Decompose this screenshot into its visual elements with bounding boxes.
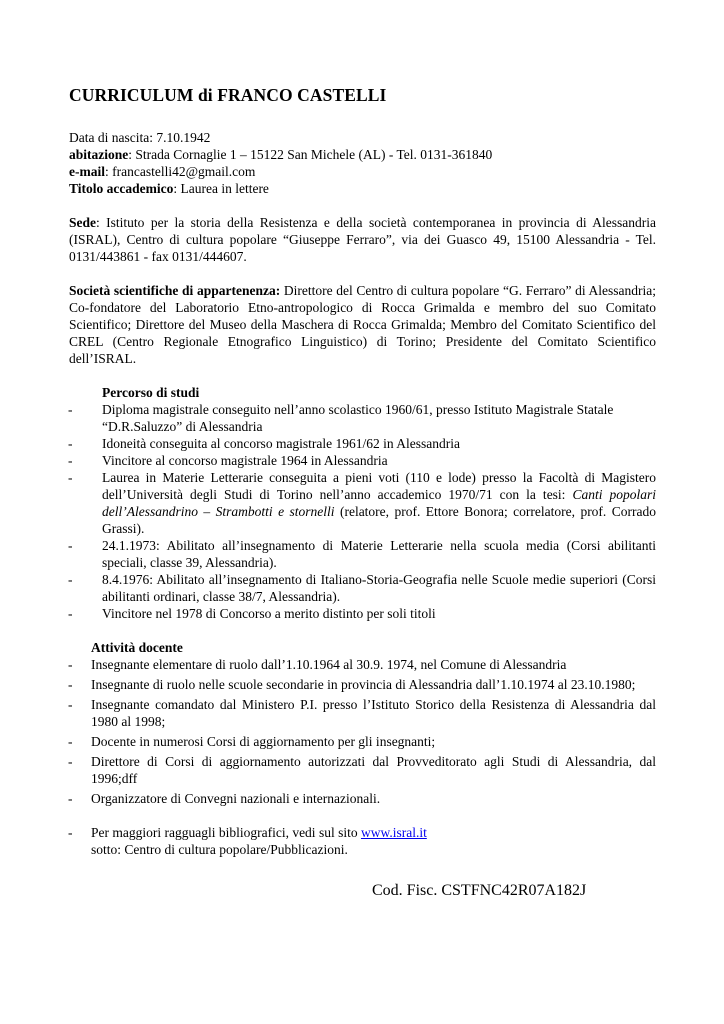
email-label: e-mail — [69, 164, 105, 179]
dash-marker: - — [68, 402, 73, 417]
list-item — [68, 753, 656, 787]
list-item-text: Vincitore nel 1978 di Concorso a merito distinto per soli titoli — [102, 606, 436, 621]
list-item — [68, 696, 656, 730]
list-item — [68, 452, 656, 469]
list-item-text: Vincitore al concorso magistrale 1964 in Alessandria — [102, 453, 388, 468]
document-title: CURRICULUM di FRANCO CASTELLI — [69, 85, 387, 105]
dash-marker: - — [68, 791, 73, 806]
list-item-text: Direttore di Corsi di aggiornamento autorizzati dal Provveditorato agli Studi di Alessandria, dal 1996;dff — [91, 754, 656, 786]
dash-marker: - — [68, 677, 73, 692]
dash-marker: - — [68, 606, 73, 621]
degree-label: Titolo accademico — [69, 181, 174, 196]
more-info-text-end: sotto: Centro di cultura popolare/Pubblicazioni. — [91, 842, 348, 857]
societa-paragraph — [69, 282, 656, 367]
thesis-title: Canti popolari dell’Alessandrino – Strambotti e stornelli — [102, 487, 657, 519]
bibliografia-list — [68, 824, 656, 858]
societa-label: Società scientifiche di appartenenza: — [69, 283, 281, 298]
list-item-text: Insegnante comandato dal Ministero P.I. presso l’Istituto Storico della Resistenza di Alessandria dal 1980 al 1998; — [91, 697, 656, 729]
list-item-text: Organizzatore di Convegni nazionali e internazionali. — [91, 791, 381, 806]
attivita-docente-heading: Attività docente — [91, 640, 183, 655]
dash-marker: - — [68, 825, 73, 840]
dash-marker: - — [68, 657, 73, 672]
list-item — [68, 605, 656, 622]
dash-marker: - — [68, 538, 73, 553]
list-item — [68, 435, 656, 452]
list-item-text: Idoneità conseguita al concorso magistrale 1961/62 in Alessandria — [102, 436, 461, 451]
dash-marker: - — [68, 453, 73, 468]
list-item — [68, 469, 657, 537]
birth-date: Data di nascita: 7.10.1942 — [69, 130, 211, 145]
list-item — [68, 656, 656, 673]
list-item-text: Insegnante di ruolo nelle scuole secondarie in provincia di Alessandria dall’1.10.1974 al 23.10.1980; — [91, 677, 636, 692]
dash-marker: - — [68, 470, 73, 485]
laurea-text: Laurea in Materie Letterarie conseguita a pieni voti (110 e lode) presso la Facoltà di Magistero dell’Università degli Studi di Torino nell’anno accademico 1970/71 con la tesi: — [102, 470, 656, 502]
address-value: : Strada Cornaglie 1 – 15122 San Michele (AL) - Tel. 0131-361840 — [128, 147, 493, 162]
societa-text: Direttore del Centro di cultura popolare “G. Ferraro” di Alessandria; Co-fondatore del Laboratorio Etno-antropologico di Rocca Grimalda e membro del suo Comitato Scientifico; Direttore del Museo della Maschera di Rocca Grimalda; Membro del Comitato Scientifico del CREL (Centro Regionale Etnografico Linguistico) di Torino; Presidente del Comitato Scientifico dell’ISRAL. — [69, 283, 656, 366]
percorso-studi-section — [69, 384, 656, 622]
email-value: : francastelli42@gmail.com — [105, 164, 256, 179]
codice-fiscale: Cod. Fisc. CSTFNC42R07A182J — [372, 882, 587, 899]
email-line — [69, 163, 656, 180]
list-item — [68, 571, 656, 605]
dash-marker: - — [68, 436, 73, 451]
list-item — [68, 790, 656, 807]
degree-line — [69, 180, 656, 197]
sede-paragraph — [69, 214, 656, 265]
document-page — [69, 84, 656, 861]
list-item — [68, 537, 656, 571]
list-item — [68, 401, 656, 435]
laurea-text-end: (relatore, prof. Ettore Bonora; correlatore, prof. Corrado Grassi). — [102, 504, 656, 536]
list-item-text: Docente in numerosi Corsi di aggiornamento per gli insegnanti; — [91, 734, 436, 749]
address-label: abitazione — [69, 147, 129, 162]
sede-text: : Istituto per la storia della Resistenza e della società contemporanea in provincia di Alessandria (ISRAL), Centro di cultura popolare “Giuseppe Ferraro”, via dei Guasco 49, 15100 Alessandria - Tel. 0131/443861 - fax 0131/444607. — [69, 215, 656, 264]
list-item — [68, 733, 656, 750]
list-item-text: Insegnante elementare di ruolo dall’1.10.1964 al 30.9. 1974, nel Comune di Alessandria — [91, 657, 567, 672]
dash-marker: - — [68, 754, 73, 769]
percorso-studi-heading: Percorso di studi — [102, 385, 200, 400]
address-line — [69, 146, 656, 163]
list-item-text: 24.1.1973: Abilitato all’insegnamento di Materie Letterarie nella scuola media (Corsi abilitanti speciali, classe 39, Alessandria). — [102, 538, 656, 570]
list-item — [68, 824, 656, 858]
attivita-docente-list — [68, 656, 656, 807]
isral-link[interactable]: www.isral.it — [360, 825, 427, 840]
dash-marker: - — [68, 697, 73, 712]
list-item-text: Diploma magistrale conseguito nell’anno scolastico 1960/61, presso Istituto Magistrale Statale “D.R.Saluzzo” di Alessandria — [102, 402, 614, 434]
list-item-text: 8.4.1976: Abilitato all’insegnamento di Italiano-Storia-Geografia nelle Scuole medie superiori (Corsi abilitanti ordinari, classe 38/7, Alessandria). — [102, 572, 656, 604]
percorso-studi-list — [68, 401, 657, 622]
sede-label: Sede — [69, 215, 96, 230]
list-item — [68, 676, 656, 693]
more-info-text: Per maggiori ragguagli bibliografici, vedi sul sito — [91, 825, 361, 840]
attivita-docente-section — [69, 639, 656, 858]
degree-value: : Laurea in lettere — [173, 181, 269, 196]
dash-marker: - — [68, 572, 73, 587]
dash-marker: - — [68, 734, 73, 749]
personal-info — [69, 129, 656, 197]
